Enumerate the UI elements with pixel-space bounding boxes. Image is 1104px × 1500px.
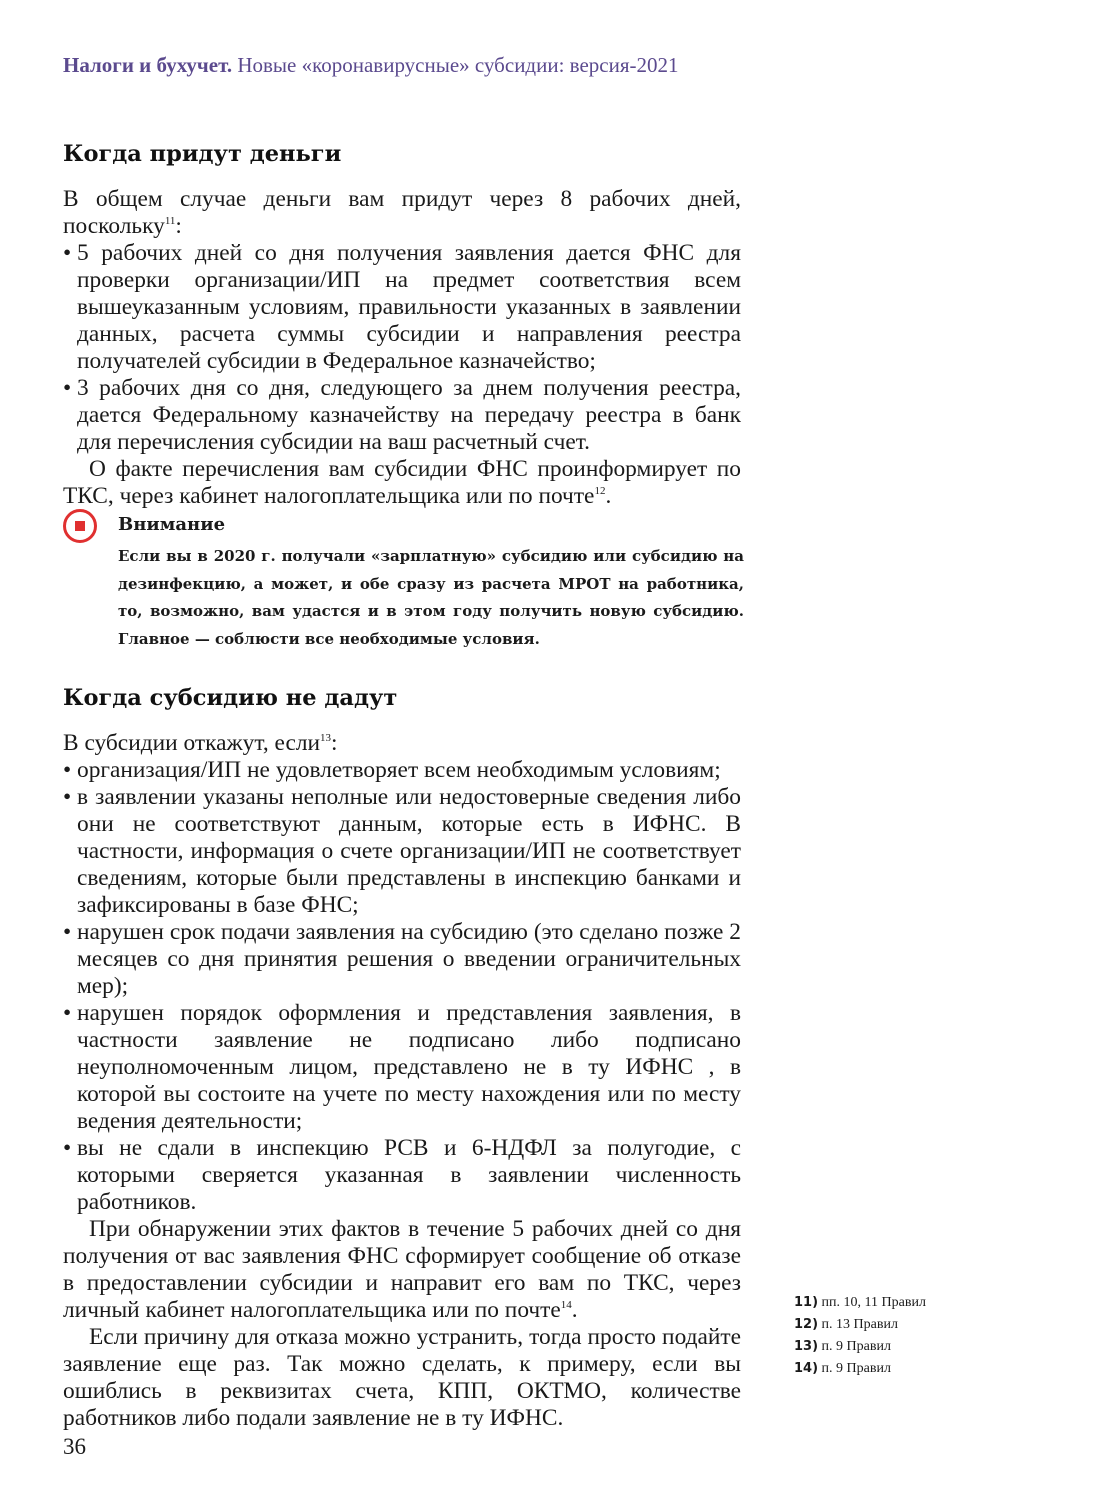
running-head-title: Новые «коронавирусные» субсидии: версия-2021 [237, 53, 679, 77]
heading-when-money: Когда придут деньги [63, 141, 342, 167]
footnote: 14) п. 9 Правил [794, 1361, 891, 1376]
list-item: • нарушен срок подачи заявления на субсидию (это сделано позже 2 месяцев со дня принятия решения о введении ограничительных мер); [63, 919, 741, 1000]
footnote-ref-14: 14 [560, 1299, 572, 1311]
section2-paragraph-2: Если причину для отказа можно устранить, тогда просто подайте заявление еще раз. Так можно сделать, к примеру, если вы ошиблись в реквизитах счета, КПП, ОКТМО, количестве работников либо подали заявление не в ту ИФНС. [63, 1324, 741, 1431]
section1-list [63, 240, 741, 456]
section2-paragraph-1: При обнаружении этих фактов в течение 5 рабочих дней со дня получения от вас заявления ФНС сформирует сообщение об отказе в предоставлении субсидии и направит его вам по ТКС, через личный кабинет налогоплательщика или по почте$^{14}$. [63, 1216, 741, 1323]
page-number: 36 [63, 1434, 86, 1459]
section1-intro: В общем случае деньги вам придут через 8 рабочих дней, поскольку$^{11}$: [63, 186, 741, 239]
section2-body [63, 730, 741, 1432]
callout-text: Если вы в 2020 г. получали «зарплатную» субсидию или субсидию на дезинфекцию, а может, и обе сразу из расчета МРОТ на работника, то, возможно, вам удастся и в этом году получить новую субсидию. Главное — соблюсти все необходимые условия. [118, 547, 744, 648]
footnote-ref-13: 13 [320, 732, 332, 744]
running-head-section: Налоги и бухучет. [63, 53, 233, 77]
footnote: 12) п. 13 Правил [794, 1317, 898, 1332]
callout-title: Внимание [118, 514, 226, 535]
list-item: • 5 рабочих дней со дня получения заявления дается ФНС для проверки организации/ИП на предмет соответствия всем вышеуказанным условиям, правильности указанных в заявлении данных, расчета суммы субсидии и направления реестра получателей субсидии в Федеральное казначейство; [63, 240, 741, 375]
list-item: • в заявлении указаны неполные или недостоверные сведения либо они не соответствуют данным, которые есть в ИФНС. В частности, информация о счете организации/ИП не соответствует сведениям, которые были представлены в инспекцию банками и зафиксированы в базе ФНС; [63, 784, 741, 919]
section-heading-when-money [63, 141, 741, 167]
list-item: • организация/ИП не удовлетворяет всем необходимым условиям; [63, 757, 741, 784]
section-heading-refusal [63, 685, 741, 711]
section2-intro: В субсидии откажут, если$^{13}$: [63, 730, 338, 756]
footnote-ref-12: 12 [594, 485, 606, 497]
footnote-ref-11: 11 [164, 215, 176, 227]
heading-refusal: Когда субсидию не дадут [63, 685, 398, 711]
list-item: • 3 рабочих дня со дня, следующего за днем получения реестра, дается Федеральному казначейству на передачу реестра в банк для перечисления субсидии на ваш расчетный счет. [63, 375, 741, 456]
footnotes [794, 1292, 926, 1380]
footnote: 13) п. 9 Правил [794, 1339, 891, 1354]
section1-paragraph: О факте перечисления вам субсидии ФНС проинформирует по ТКС, через кабинет налогоплательщика или по почте$^{12}$. [63, 456, 741, 509]
section2-list [63, 757, 741, 1216]
stop-icon [63, 509, 97, 543]
running-head [63, 53, 679, 78]
section1-body [63, 186, 741, 510]
list-item: • вы не сдали в инспекцию РСВ и 6-НДФЛ за полугодие, с которыми сверяется указанная в заявлении численность работников. [63, 1135, 741, 1216]
list-item: • нарушен порядок оформления и представления заявления, в частности заявление не подписано либо подписано неуполномоченным лицом, представлено не в ту ИФНС , в которой вы состоите на учете по месту нахождения или по месту ведения деятельности; [63, 1000, 741, 1135]
footnote: 11) пп. 10, 11 Правил [794, 1295, 926, 1310]
